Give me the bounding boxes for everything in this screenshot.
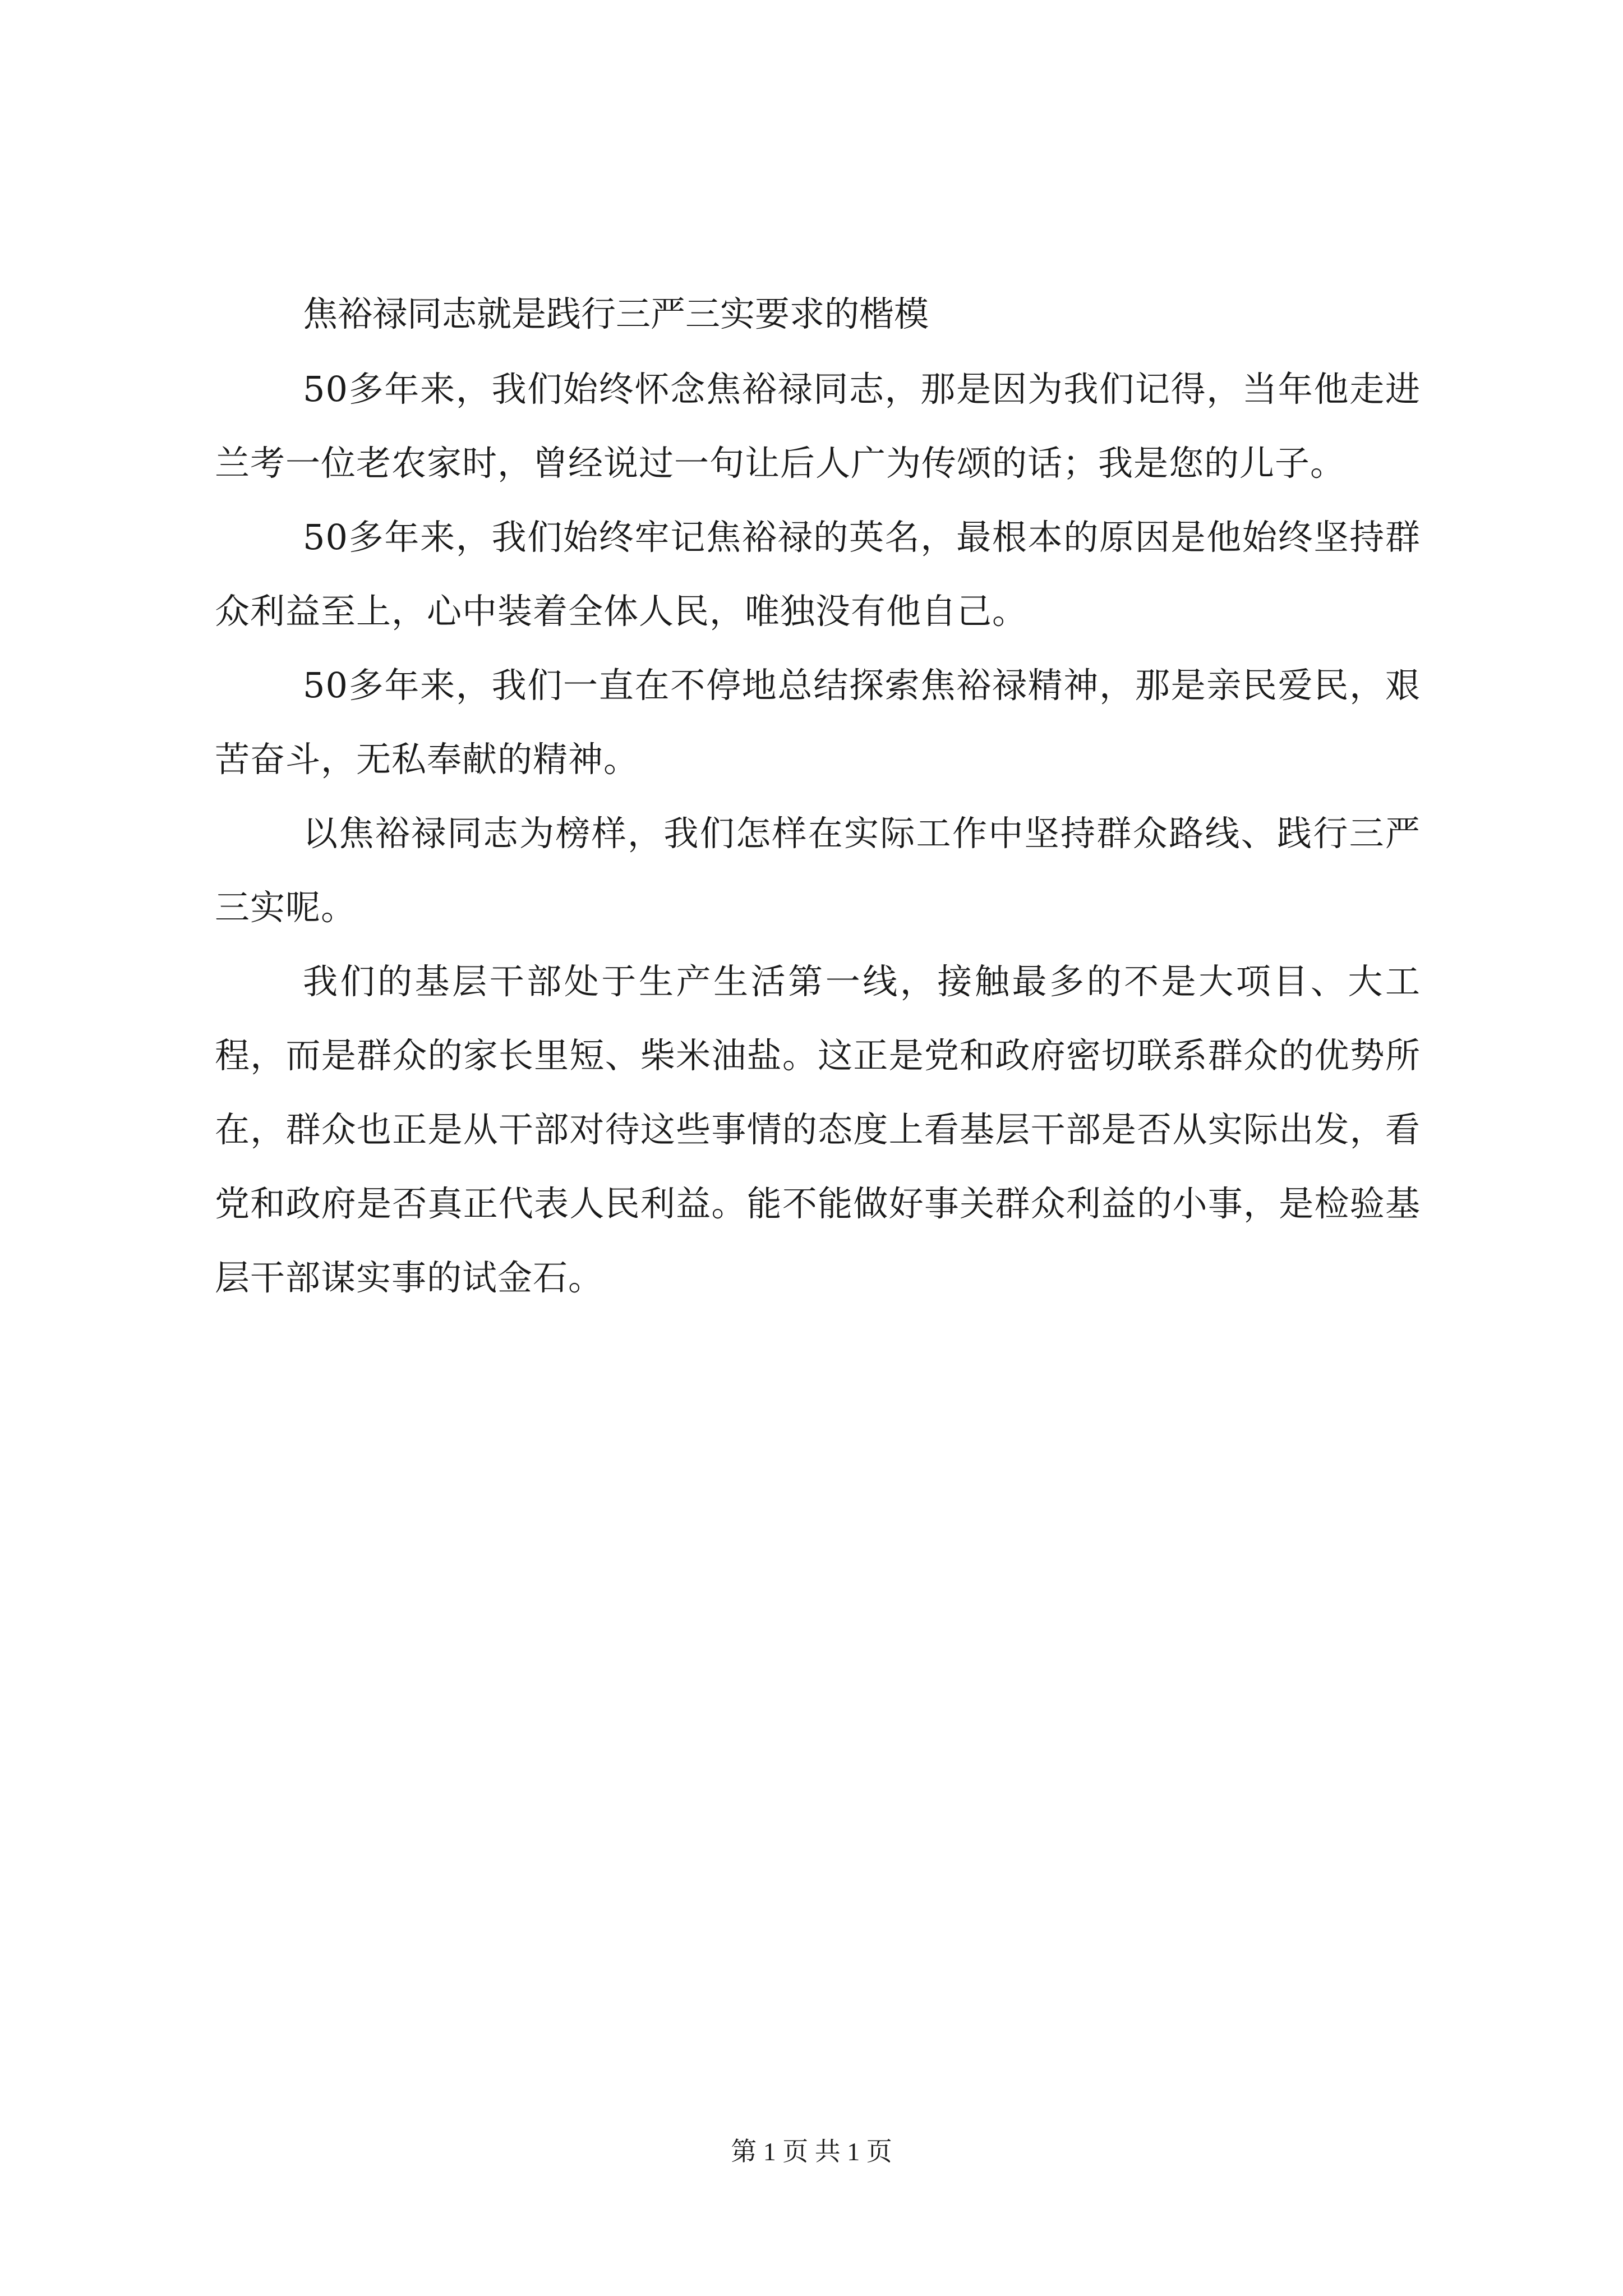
document-title: 焦裕禄同志就是践行三严三实要求的楷模 — [303, 293, 929, 334]
document-body — [215, 292, 1421, 1315]
paragraph-1: 50多年来，我们始终怀念焦裕禄同志，那是因为我们记得，当年他走进兰考一位老农家时，曾经说过一句让后人广为传颂的话；我是您的儿子。 — [215, 369, 1421, 484]
paragraph-5: 我们的基层干部处于生产生活第一线，接触最多的不是大项目、大工程，而是群众的家长里短、柴米油盐。这正是党和政府密切联系群众的优势所在，群众也正是从干部对待这些事情的态度上看基层干部是否从实际出发，看党和政府是否真正代表人民利益。能不能做好事关群众利益的小事，是检验基层干部谋实事的试金石。 — [215, 961, 1421, 1298]
paragraph-4: 以焦裕禄同志为榜样，我们怎样在实际工作中坚持群众路线、践行三严三实呢。 — [215, 813, 1421, 928]
page-footer: 第 1 页 共 1 页 — [731, 2137, 892, 2166]
paragraph-2: 50多年来，我们始终牢记焦裕禄的英名，最根本的原因是他始终坚持群众利益至上，心中装着全体人民，唯独没有他自己。 — [215, 517, 1421, 632]
paragraph-3: 50多年来，我们一直在不停地总结探索焦裕禄精神，那是亲民爱民，艰苦奋斗，无私奉献的精神。 — [215, 665, 1421, 780]
